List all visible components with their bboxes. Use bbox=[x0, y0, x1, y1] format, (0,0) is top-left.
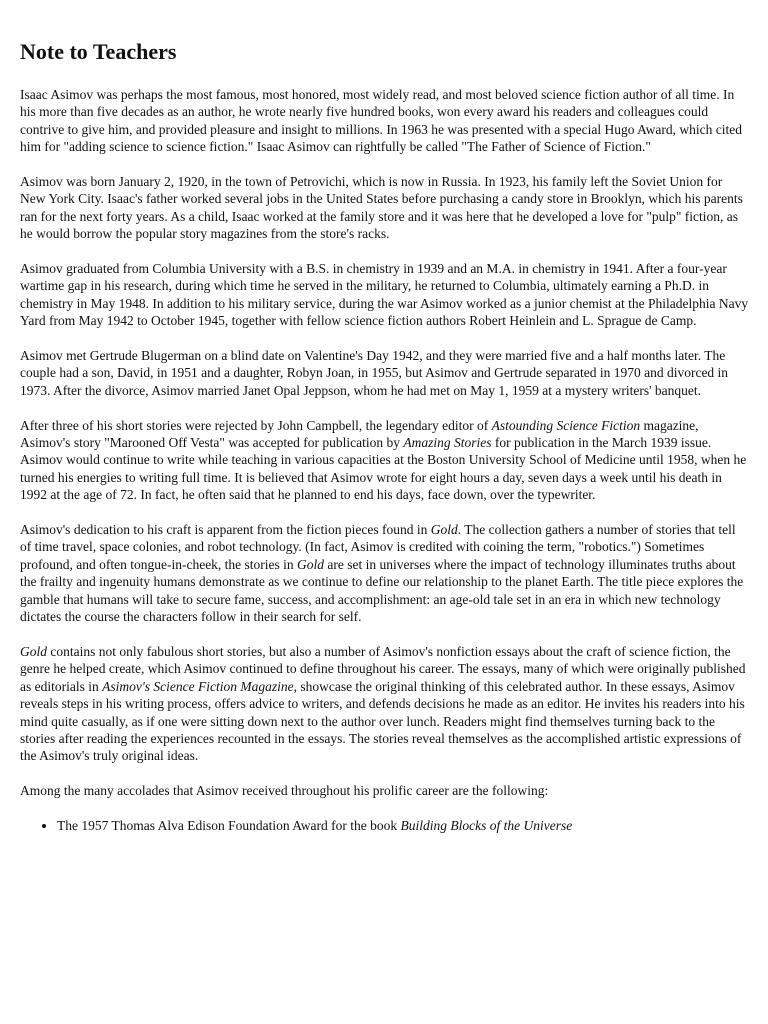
italic-title: Asimov's Science Fiction Magazine bbox=[102, 678, 294, 694]
text-run: for publication in the March 1939 issue. Asimov would continue to write while teaching in various capacities at the Boston University School of Medicine until 1958, when he turned his energies to writing full time. It is believed that Asimov wrote for eight hours a day, seven days a week until his death in 1992 at the age of 72. In fact, he often said that he planned to end his days, face down, over the typewriter. bbox=[20, 435, 747, 503]
document-page bbox=[20, 38, 750, 834]
italic-title: Gold bbox=[20, 643, 47, 659]
italic-title: Gold bbox=[430, 522, 458, 538]
paragraph-early-life: Asimov was born January 2, 1920, in the town of Petrovichi, which is now in Russia. In 1923, his family left the Soviet Union for New York City. Isaac's father worked several jobs in the United States before purchasing a candy store in Brooklyn, which his parents ran for the next forty years. As a child, Isaac worked at the family store and it was here that he developed a love for "pulp" fiction, as he would borrow the popular story magazines from the store's racks. bbox=[20, 174, 743, 242]
italic-title: Building Blocks of the Universe bbox=[400, 817, 573, 833]
text-run: . The collection gathers a number of stories that tell of time travel, space colonies, and robot technology. (In fact, Asimov is credited with coining the term, "robotics.") Sometimes profound, and often tongue-in-cheek, the stories in bbox=[20, 522, 736, 572]
paragraph-accolades: Among the many accolades that Asimov received throughout his prolific career are the following: bbox=[20, 783, 549, 799]
text-run: Asimov's dedication to his craft is apparent from the fiction pieces found in bbox=[20, 522, 431, 538]
paragraph-marriage: Asimov met Gertrude Blugerman on a blind date on Valentine's Day 1942, and they were married five and a half months later. The couple had a son, David, in 1951 and a daughter, Robyn Joan, in 1955, but Asimov and Gertrude separated in 1970 and divorced in 1973. After the divorce, Asimov married Janet Opal Jeppson, whom he had met on May 1, 1959 at a mystery writers' banquet. bbox=[20, 348, 729, 398]
paragraph-gold-fiction bbox=[20, 521, 750, 625]
text-run: After three of his short stories were rejected by John Campbell, the legendary editor of bbox=[20, 417, 492, 433]
text-run: contains not only fabulous short stories, but also a number of Asimov's nonfiction essays about the craft of science fiction, the genre he helped create, which Asimov continued to define throughout his career. The essays, many of which were originally published as editorials in bbox=[20, 643, 746, 694]
italic-title: Astounding Science Fiction bbox=[491, 417, 641, 433]
paragraph-gold-essays bbox=[20, 643, 750, 765]
list-item bbox=[57, 817, 750, 834]
text-run: , showcase the original thinking of this celebrated author. In these essays, Asimov reveals steps in his writing process, offers advice to writers, and defends decisions he made as an editor. He invites his readers into his mind quite casually, as if one were sitting down next to the author over lunch. Readers might find themselves turning back to the stories after reading the experiences recounted in the essays. The stories reveal themselves as the accomplished artistic expressions of the Asimov's truly original ideas. bbox=[20, 678, 745, 764]
page-title: Note to Teachers bbox=[20, 39, 177, 64]
paragraph-career bbox=[20, 417, 750, 504]
italic-title: Amazing Stories bbox=[403, 435, 492, 451]
text-run: The 1957 Thomas Alva Edison Foundation Award for the book bbox=[57, 817, 401, 833]
accolades-list bbox=[20, 817, 750, 834]
italic-title: Gold bbox=[297, 556, 325, 572]
paragraph-intro: Isaac Asimov was perhaps the most famous, most honored, most widely read, and most beloved science fiction author of all time. In his more than five decades as an author, he wrote nearly five hundred books, won every award his readers and colleagues could contrive to give him, and provided pleasure and insight to millions. In 1963 he was presented with a special Hugo Award, which cited him for "adding science to science fiction." Isaac Asimov can rightfully be called "The Father of Science of Fiction." bbox=[20, 87, 742, 155]
text-run: are set in universes where the impact of technology illuminates truths about the frailty and ingenuity humans demonstrate as we continue to define our relationship to the planet Earth. The title piece explores the gamble that humans will take to secure fame, success, and accomplishment: an age-old tale set in an era in which new technology dictates the course the characters follow in their search for self. bbox=[20, 556, 744, 625]
paragraph-education: Asimov graduated from Columbia University with a B.S. in chemistry in 1939 and an M.A. in chemistry in 1941. After a four-year wartime gap in his research, during which time he served in the military, he returned to Columbia, ultimately earning a Ph.D. in chemistry in May 1948. In addition to his military service, during the war Asimov worked as a junior chemist at the Philadelphia Navy Yard from May 1942 to October 1945, together with fellow science fiction authors Robert Heinlein and L. Sprague de Camp. bbox=[20, 261, 749, 329]
text-run: magazine, Asimov's story "Marooned Off Vesta" was accepted for publication by bbox=[20, 417, 699, 451]
